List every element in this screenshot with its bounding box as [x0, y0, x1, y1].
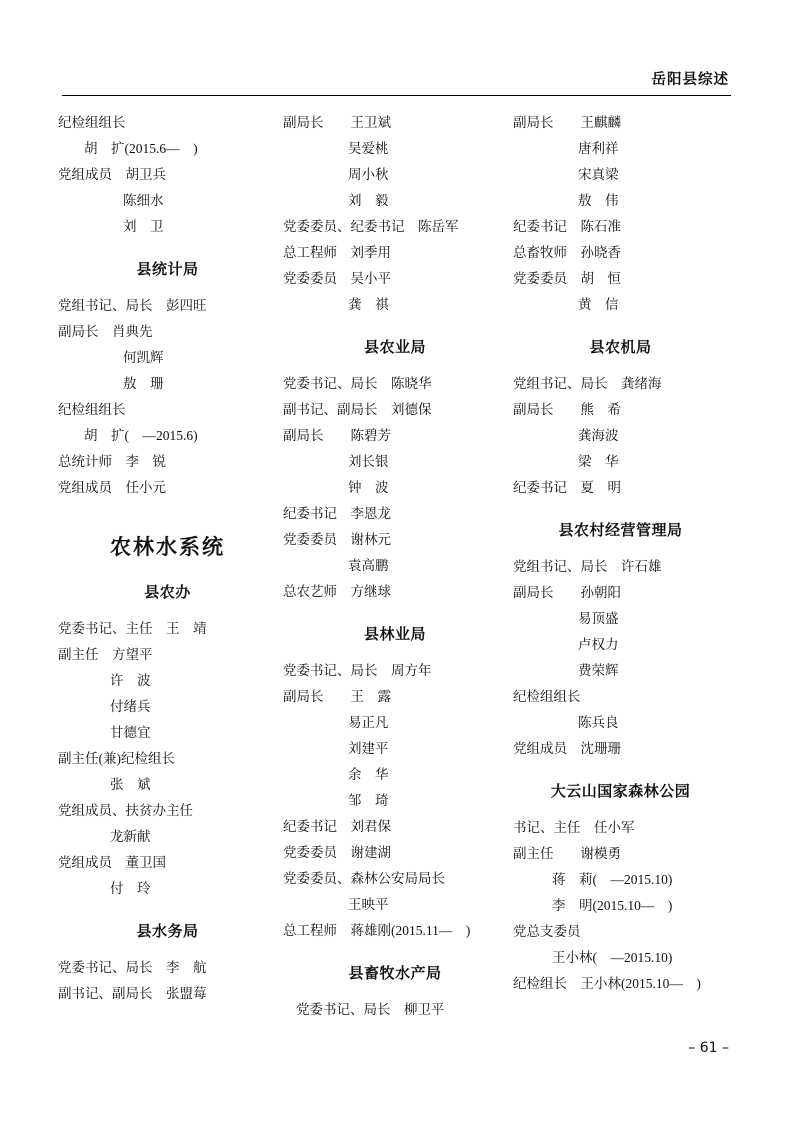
- entry-name: 周方年: [391, 663, 432, 678]
- entry: [283, 110, 507, 136]
- entry: [283, 788, 507, 814]
- entry: [58, 642, 277, 668]
- entry: [283, 475, 507, 501]
- entry-name: 孙晓香: [580, 245, 621, 260]
- entry-name: 周小秋: [348, 167, 389, 182]
- entry: [283, 136, 507, 162]
- entry-name: 任小军: [594, 820, 635, 835]
- entry-role: 纪委书记: [283, 506, 337, 521]
- entry: [513, 867, 728, 893]
- column-left: [58, 110, 283, 1023]
- entry-role: 党组成员: [513, 741, 567, 756]
- entry-name: 胡 扩(2015.6— ): [84, 141, 198, 156]
- entry: [58, 371, 277, 397]
- entry: [283, 997, 507, 1023]
- entry-name: 何凯辉: [123, 350, 164, 365]
- entry: [513, 945, 728, 971]
- entry-name: 刘 毅: [348, 193, 389, 208]
- entry: [58, 850, 277, 876]
- entry-role: 副局长: [283, 428, 324, 443]
- entry-role: 副局长: [513, 402, 554, 417]
- entry: [283, 292, 507, 318]
- section-title: 县农业局: [363, 338, 426, 356]
- entry: [58, 876, 277, 902]
- entry-role: 党委委员、森林公安局局长: [283, 871, 445, 886]
- entry-name: 易顶盛: [578, 611, 619, 626]
- entry-name: 袁高鹏: [348, 558, 389, 573]
- entry-name: 刘建平: [348, 741, 389, 756]
- entry-name: 钟 波: [348, 480, 389, 495]
- entry: [513, 893, 728, 919]
- entry: [513, 554, 728, 580]
- entry: [283, 918, 507, 944]
- entry-role: 纪检组组长: [58, 402, 126, 417]
- entry: [513, 736, 728, 762]
- entry-name: 王小林(2015.10— ): [580, 976, 701, 991]
- entry-name: 陈晓华: [391, 376, 432, 391]
- section-title: 县统计局: [136, 260, 199, 278]
- entry: [283, 553, 507, 579]
- entry-name: 唐利祥: [578, 141, 619, 156]
- entry: [283, 892, 507, 918]
- entry-role: 党组成员、扶贫办主任: [58, 803, 193, 818]
- entry: [58, 720, 277, 746]
- entry-role: 总农艺师: [283, 584, 337, 599]
- entry-name: 陈石准: [580, 219, 621, 234]
- entry-role: 党委书记、主任: [58, 621, 153, 636]
- entry-name: 张盟莓: [166, 986, 207, 1001]
- entry: [513, 214, 728, 240]
- column-middle: [283, 110, 513, 1023]
- entry: [513, 240, 728, 266]
- entry-role: 党组书记、局长: [513, 376, 608, 391]
- entry-name: 胡卫兵: [125, 167, 166, 182]
- entry-role: 副局长: [513, 115, 554, 130]
- entry-name: 胡 恒: [580, 271, 621, 286]
- header-rule: [62, 95, 731, 96]
- column-right: [513, 110, 734, 1023]
- entry: [283, 658, 507, 684]
- entry-role: 党委委员: [283, 532, 337, 547]
- entry: [513, 449, 728, 475]
- entry: [283, 397, 507, 423]
- entry-name: 孙朝阳: [580, 585, 621, 600]
- entry-name: 李 明(2015.10— ): [552, 898, 673, 913]
- entry-name: 费荣辉: [578, 663, 619, 678]
- entry: [513, 580, 728, 606]
- section-title: 县农机局: [589, 338, 652, 356]
- entry-role: 纪委书记: [513, 480, 567, 495]
- entry: [513, 919, 728, 945]
- entry: [58, 397, 277, 423]
- entry-role: 党组成员: [58, 167, 112, 182]
- entry-role: 党委委员: [513, 271, 567, 286]
- entry-name: 龚绪海: [621, 376, 662, 391]
- entry: [58, 475, 277, 501]
- entry: [283, 240, 507, 266]
- entry-name: 沈珊珊: [580, 741, 621, 756]
- entry: [58, 319, 277, 345]
- entry-name: 谢模勇: [580, 846, 621, 861]
- entry-name: 龚海波: [578, 428, 619, 443]
- system-title: 农林水系统: [110, 535, 225, 559]
- entry: [283, 840, 507, 866]
- entry: [513, 162, 728, 188]
- entry-role: 党总支委员: [513, 924, 581, 939]
- entry-name: 方继球: [350, 584, 391, 599]
- three-column-body: [58, 110, 734, 1023]
- entry-role: 副局长: [58, 324, 99, 339]
- entry: [513, 632, 728, 658]
- entry-name: 蒋雄刚(2015.11— ): [350, 923, 471, 938]
- entry-name: 陈兵良: [578, 715, 619, 730]
- entry-name: 李 航: [166, 960, 207, 975]
- entry: [513, 710, 728, 736]
- entry-name: 敖 珊: [123, 376, 164, 391]
- entry: [513, 292, 728, 318]
- entry-name: 李恩龙: [350, 506, 391, 521]
- entry-name: 胡 扩( —2015.6): [84, 428, 198, 443]
- entry-name: 易正凡: [348, 715, 389, 730]
- entry-role: 纪检组长: [513, 976, 567, 991]
- entry-name: 龚 祺: [348, 297, 389, 312]
- entry: [283, 449, 507, 475]
- entry: [283, 866, 507, 892]
- entry-name: 张 斌: [110, 777, 151, 792]
- entry-name: 刘季用: [350, 245, 391, 260]
- entry-role: 纪检组组长: [513, 689, 581, 704]
- entry: [58, 981, 277, 1007]
- entry-name: 彭四旺: [166, 298, 207, 313]
- entry-name: 刘德保: [391, 402, 432, 417]
- entry-role: 党委委员: [283, 271, 337, 286]
- entry: [283, 188, 507, 214]
- entry-name: 熊 希: [580, 402, 621, 417]
- section-title: 县林业局: [363, 625, 426, 643]
- entry-role: 党委书记、局长: [296, 1002, 391, 1017]
- entry-role: 党组书记、局长: [513, 559, 608, 574]
- entry: [58, 955, 277, 981]
- entry-role: 总统计师: [58, 454, 112, 469]
- entry-role: 副局长: [283, 115, 324, 130]
- entry-name: 李 锐: [125, 454, 166, 469]
- entry-name: 王映平: [348, 897, 389, 912]
- entry-name: 黄 信: [578, 297, 619, 312]
- entry-role: 副书记、副局长: [58, 986, 153, 1001]
- entry-name: 吴爱桃: [348, 141, 389, 156]
- entry-name: 陈碧芳: [350, 428, 391, 443]
- entry: [283, 266, 507, 292]
- entry: [513, 684, 728, 710]
- entry-role: 副主任: [513, 846, 554, 861]
- entry-name: 付 玲: [110, 881, 151, 896]
- entry: [58, 798, 277, 824]
- running-head: 岳阳县综述: [651, 72, 729, 88]
- entry: [283, 814, 507, 840]
- entry-role: 党委书记、局长: [283, 376, 378, 391]
- entry-name: 付绪兵: [110, 699, 151, 714]
- entry-role: 总畜牧师: [513, 245, 567, 260]
- entry-name: 王卫斌: [350, 115, 391, 130]
- entry-name: 蒋 莉( —2015.10): [552, 872, 673, 887]
- entry-name: 许 波: [110, 673, 151, 688]
- entry-name: 肖典先: [112, 324, 153, 339]
- entry-role: 副主任: [58, 647, 99, 662]
- entry-name: 王麒麟: [580, 115, 621, 130]
- entry-role: 书记、主任: [513, 820, 581, 835]
- page-number: – 61 –: [688, 1040, 729, 1056]
- entry: [513, 266, 728, 292]
- entry-name: 梁 华: [578, 454, 619, 469]
- entry: [58, 162, 277, 188]
- entry: [513, 423, 728, 449]
- entry: [513, 658, 728, 684]
- section-title: 县畜牧水产局: [348, 964, 442, 982]
- section-title: 县农村经营管理局: [558, 521, 683, 539]
- entry: [513, 475, 728, 501]
- entry-name: 甘德宜: [110, 725, 151, 740]
- entry: [513, 606, 728, 632]
- entry: [513, 971, 728, 997]
- section-title: 县水务局: [136, 922, 199, 940]
- entry-name: 宋真梁: [578, 167, 619, 182]
- entry: [513, 841, 728, 867]
- entry-name: 陈细水: [123, 193, 164, 208]
- entry: [58, 772, 277, 798]
- entry: [283, 162, 507, 188]
- entry: [283, 762, 507, 788]
- entry: [58, 345, 277, 371]
- entry-name: 谢林元: [350, 532, 391, 547]
- section-title: 大云山国家森林公园: [550, 782, 691, 800]
- entry-role: 党委书记、局长: [58, 960, 153, 975]
- entry-role: 副局长: [283, 689, 324, 704]
- entry-name: 任小元: [125, 480, 166, 495]
- entry: [58, 188, 277, 214]
- entry-name: 陈岳军: [418, 219, 459, 234]
- entry-name: 敖 伟: [578, 193, 619, 208]
- entry-name: 刘 卫: [123, 219, 164, 234]
- entry: [58, 293, 277, 319]
- entry-name: 王 靖: [166, 621, 207, 636]
- entry-name: 刘君保: [350, 819, 391, 834]
- entry: [283, 736, 507, 762]
- entry-role: 党组成员: [58, 855, 112, 870]
- entry-role: 纪委书记: [283, 819, 337, 834]
- entry-name: 许石雄: [621, 559, 662, 574]
- entry-name: 柳卫平: [404, 1002, 445, 1017]
- entry: [513, 110, 728, 136]
- entry: [58, 423, 277, 449]
- entry-role: 纪委书记: [513, 219, 567, 234]
- entry-role: 纪检组组长: [58, 115, 126, 130]
- entry: [58, 746, 277, 772]
- entry: [283, 371, 507, 397]
- entry: [58, 694, 277, 720]
- entry-role: 党组书记、局长: [58, 298, 153, 313]
- entry: [58, 110, 277, 136]
- entry: [58, 824, 277, 850]
- entry-role: 副局长: [513, 585, 554, 600]
- entry-name: 王 露: [350, 689, 391, 704]
- entry-name: 卢权力: [578, 637, 619, 652]
- entry-name: 谢建湖: [350, 845, 391, 860]
- entry: [283, 710, 507, 736]
- entry: [283, 684, 507, 710]
- entry: [283, 579, 507, 605]
- entry: [58, 136, 277, 162]
- entry: [513, 397, 728, 423]
- entry-role: 党委书记、局长: [283, 663, 378, 678]
- entry: [58, 214, 277, 240]
- section-title: 县农办: [144, 583, 191, 601]
- entry-name: 龙新献: [110, 829, 151, 844]
- entry-name: 王小林( —2015.10): [552, 950, 673, 965]
- entry-name: 吴小平: [350, 271, 391, 286]
- entry-role: 党委委员、纪委书记: [283, 219, 405, 234]
- entry-name: 方望平: [112, 647, 153, 662]
- entry-name: 夏 明: [580, 480, 621, 495]
- entry-name: 余 华: [348, 767, 389, 782]
- entry: [58, 668, 277, 694]
- entry-role: 总工程师: [283, 245, 337, 260]
- entry-role: 党组成员: [58, 480, 112, 495]
- entry-name: 邹 琦: [348, 793, 389, 808]
- entry-role: 党委委员: [283, 845, 337, 860]
- entry: [513, 188, 728, 214]
- entry: [58, 449, 277, 475]
- entry: [58, 616, 277, 642]
- entry: [513, 136, 728, 162]
- entry: [283, 501, 507, 527]
- entry-role: 副书记、副局长: [283, 402, 378, 417]
- entry: [283, 527, 507, 553]
- entry: [283, 214, 507, 240]
- entry-name: 刘长银: [348, 454, 389, 469]
- entry-role: 副主任(兼)纪检组长: [58, 751, 175, 766]
- entry-name: 董卫国: [125, 855, 166, 870]
- entry-role: 总工程师: [283, 923, 337, 938]
- entry: [513, 815, 728, 841]
- entry: [513, 371, 728, 397]
- entry: [283, 423, 507, 449]
